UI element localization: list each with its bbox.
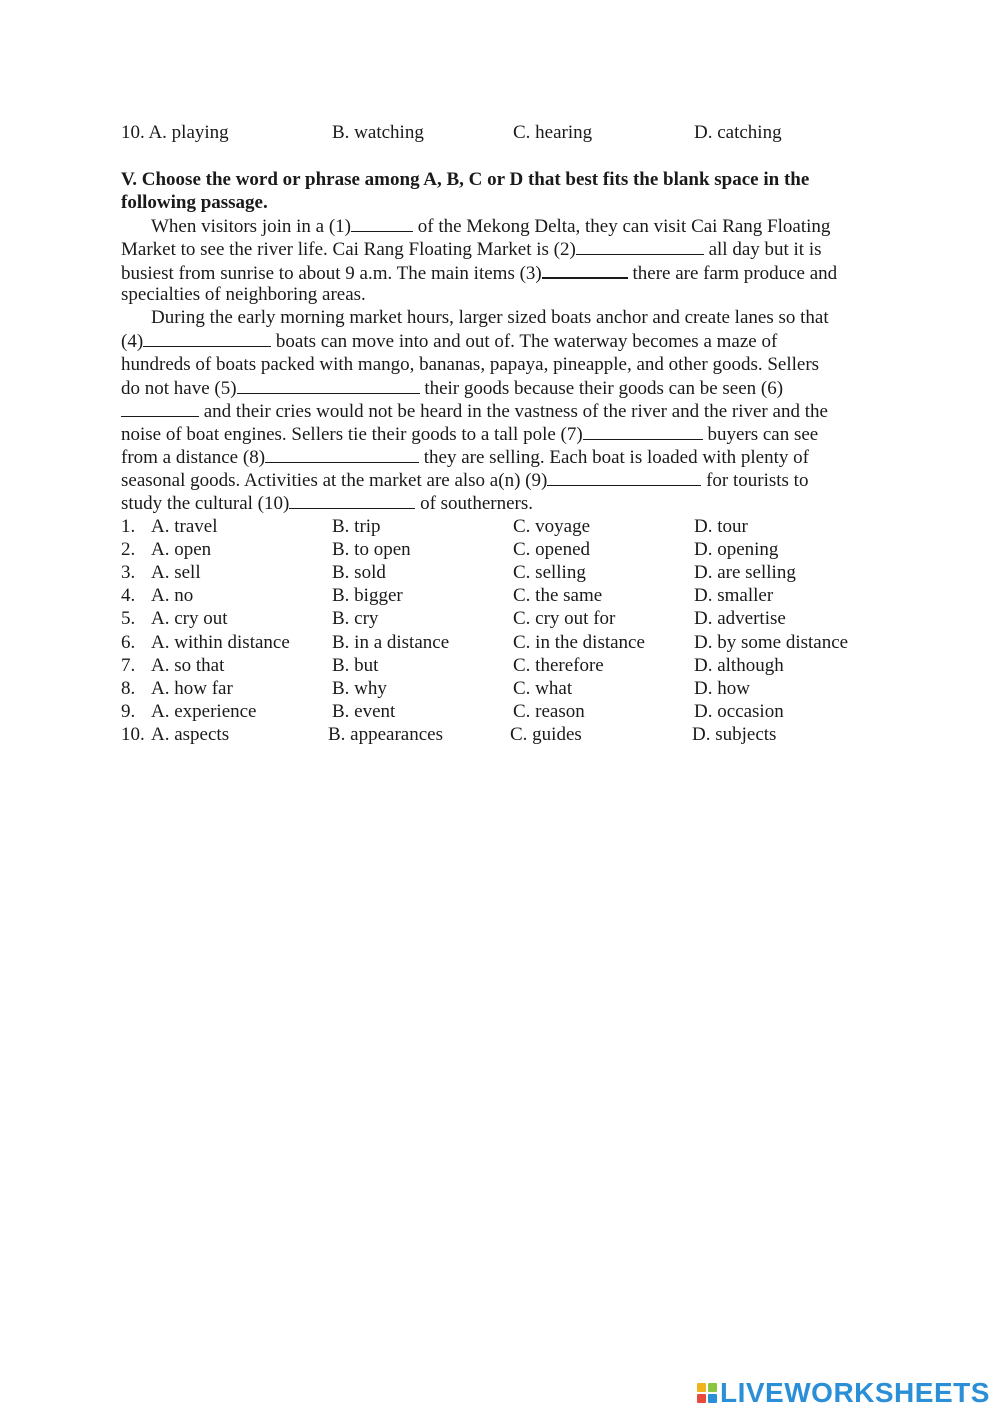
option-d[interactable]: D. smaller: [694, 585, 774, 607]
liveworksheets-logo: [697, 1378, 990, 1408]
question-number: 2.: [121, 539, 136, 561]
option-a[interactable]: [121, 584, 193, 607]
passage-line: When visitors join in a (1) of the Mekong Delta, they can visit Cai Rang Floating: [151, 216, 831, 237]
option-a[interactable]: [121, 561, 201, 584]
section-heading-line1: V. Choose the word or phrase among A, B, C or D that best fits the blank space in the: [121, 169, 810, 190]
question-number: 10.: [121, 723, 145, 745]
blank-8[interactable]: [265, 445, 419, 463]
option-c[interactable]: C. the same: [513, 585, 603, 607]
option-d[interactable]: D. opening: [694, 539, 779, 561]
option-c[interactable]: C. guides: [510, 723, 582, 745]
option-a-text: A. aspects: [151, 723, 230, 745]
blank-5[interactable]: [237, 376, 420, 394]
option-b[interactable]: B. why: [332, 677, 387, 699]
blank-7[interactable]: [583, 422, 703, 440]
option-b[interactable]: B. appearances: [328, 723, 443, 745]
option-row-5: [121, 607, 881, 630]
blank-2[interactable]: [576, 237, 704, 255]
blank-3[interactable]: [542, 260, 628, 279]
option-c[interactable]: C. therefore: [513, 654, 604, 676]
option-d[interactable]: D. although: [694, 654, 784, 676]
passage-line: (4) boats can move into and out of. The waterway becomes a maze of: [121, 331, 778, 353]
option-a-text: A. open: [151, 539, 212, 561]
option-row-8: [121, 677, 881, 700]
option-a[interactable]: [121, 654, 224, 677]
option-d[interactable]: D. tour: [694, 516, 748, 537]
reading-passage: [121, 214, 881, 514]
option-a[interactable]: [121, 677, 233, 700]
question-number: 7.: [121, 654, 136, 676]
passage-line: and their cries would not be heard in the vastness of the river and the river and the: [121, 399, 881, 422]
option-a[interactable]: [121, 538, 211, 561]
blank-4[interactable]: [143, 329, 271, 347]
option-b[interactable]: B. but: [332, 654, 379, 676]
option-b[interactable]: B. to open: [332, 539, 411, 561]
option-c[interactable]: C. cry out for: [513, 608, 616, 630]
option-a-text: A. no: [151, 585, 194, 607]
passage-line: seasonal goods. Activities at the market are also a(n) (9) for tourists to: [121, 470, 809, 492]
blank-10[interactable]: [289, 491, 415, 509]
previous-question-10: [121, 121, 881, 144]
option-a-text: A. travel: [151, 516, 218, 537]
liveworksheets-logo-icon: [697, 1383, 717, 1403]
passage-line: hundreds of boats packed with mango, bananas, papaya, pineapple, and other goods. Sellers: [121, 353, 820, 375]
prev-option-d[interactable]: D. catching: [694, 122, 782, 143]
option-a[interactable]: [121, 631, 290, 654]
option-d[interactable]: D. are selling: [694, 562, 796, 584]
question-number: 1.: [121, 516, 136, 537]
option-d[interactable]: D. how: [694, 677, 750, 699]
option-a-text: A. within distance: [151, 631, 290, 653]
option-b[interactable]: B. cry: [332, 608, 379, 630]
option-b[interactable]: B. trip: [332, 516, 381, 537]
logo-text: LIVEWORKSHEETS: [720, 1377, 990, 1408]
question-number: 9.: [121, 700, 136, 722]
option-row-1: [121, 515, 881, 538]
passage-line: busiest from sunrise to about 9 a.m. The main items (3) there are farm produce and: [121, 260, 881, 283]
option-a-text: A. so that: [151, 654, 225, 676]
option-b[interactable]: B. event: [332, 700, 396, 722]
option-c[interactable]: C. opened: [513, 539, 591, 561]
option-d[interactable]: D. occasion: [694, 700, 784, 722]
question-number: 5.: [121, 608, 136, 630]
option-c[interactable]: C. in the distance: [513, 631, 645, 653]
passage-line: specialties of neighboring areas.: [121, 284, 366, 306]
section-heading: [121, 168, 881, 214]
option-row-2: [121, 538, 881, 561]
option-a-text: A. sell: [151, 562, 201, 584]
option-d[interactable]: D. by some distance: [694, 631, 849, 653]
question-number: 3.: [121, 562, 136, 584]
option-row-7: [121, 654, 881, 677]
passage-line: do not have (5) their goods because their goods can be seen (6): [121, 377, 784, 399]
prev-option-a[interactable]: 10. A. playing: [121, 122, 229, 143]
blank-6[interactable]: [121, 399, 199, 417]
passage-line: study the cultural (10) of southerners.: [121, 493, 533, 515]
passage-line: Market to see the river life. Cai Rang Floating Market is (2) all day but it is: [121, 239, 822, 261]
option-c[interactable]: C. what: [513, 677, 573, 699]
prev-option-b[interactable]: B. watching: [332, 122, 424, 143]
option-a-text: A. how far: [151, 677, 233, 699]
option-d[interactable]: D. advertise: [694, 608, 786, 630]
blank-9[interactable]: [547, 468, 701, 486]
question-number: 8.: [121, 677, 136, 699]
option-a[interactable]: [121, 700, 257, 723]
section-heading-line2: following passage.: [121, 192, 268, 213]
prev-option-c[interactable]: C. hearing: [513, 122, 593, 143]
passage-line: During the early morning market hours, larger sized boats anchor and create lanes so that: [151, 307, 829, 329]
question-number: 4.: [121, 585, 136, 607]
option-a[interactable]: [121, 723, 229, 746]
passage-line: from a distance (8) they are selling. Each boat is loaded with plenty of: [121, 446, 809, 468]
option-c[interactable]: C. selling: [513, 562, 586, 584]
option-row-9: [121, 700, 881, 723]
passage-line: noise of boat engines. Sellers tie their goods to a tall pole (7) buyers can see: [121, 423, 819, 445]
option-row-3: [121, 561, 881, 584]
blank-1[interactable]: [351, 214, 413, 232]
option-c[interactable]: C. voyage: [513, 516, 591, 537]
option-b[interactable]: B. in a distance: [332, 631, 450, 653]
option-a[interactable]: [121, 607, 228, 630]
option-a-text: A. experience: [151, 700, 257, 722]
option-c[interactable]: C. reason: [513, 700, 585, 722]
question-number: 6.: [121, 631, 136, 653]
option-a[interactable]: [121, 515, 217, 538]
option-b[interactable]: B. sold: [332, 562, 386, 584]
option-a-text: A. cry out: [151, 608, 228, 630]
option-d[interactable]: D. subjects: [692, 723, 777, 745]
option-row-6: [121, 631, 881, 654]
option-b[interactable]: B. bigger: [332, 585, 403, 607]
option-row-10: [121, 723, 881, 746]
option-row-4: [121, 584, 881, 607]
